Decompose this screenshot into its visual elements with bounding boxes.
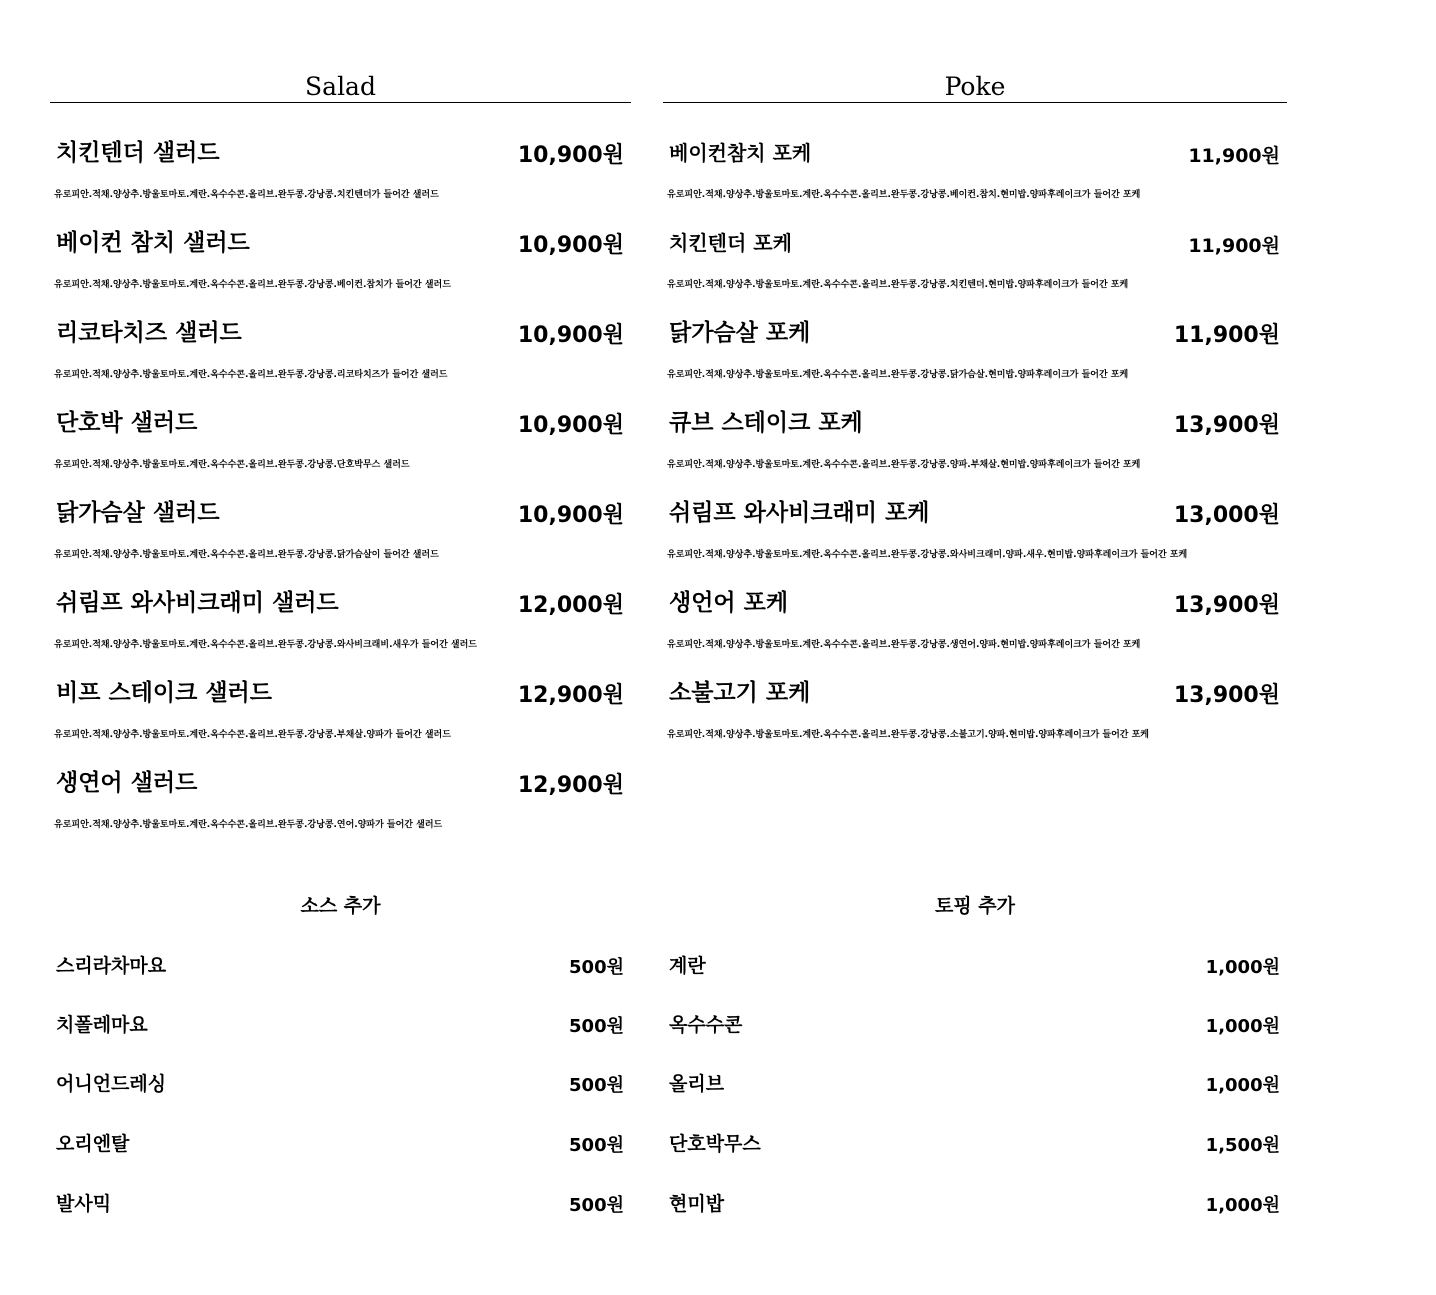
- menu-item: [50, 768, 631, 858]
- sauce-row: [50, 1130, 631, 1160]
- extra-name: 현미밥: [669, 1193, 725, 1215]
- topping-row: [663, 1070, 1287, 1100]
- extra-name: 오리엔탈: [56, 1133, 130, 1155]
- item-price: 11,900원: [1188, 235, 1280, 257]
- extra-name: 어니언드레싱: [56, 1073, 167, 1095]
- item-description: 유로피안.적채.양상추.방울토마토.계란.옥수수콘.올리브.완두콩.강낭콩.와사비크래미.양파.새우.현미밥.양파후레이크가 들어간 포케: [667, 550, 1188, 560]
- extra-price: 1,000원: [1205, 1016, 1280, 1037]
- item-price: 13,900원: [1173, 413, 1280, 438]
- item-name: 치킨텐더 포케: [669, 231, 792, 255]
- item-price: 10,900원: [517, 413, 624, 438]
- menu-item: [50, 588, 631, 678]
- item-name: 닭가슴살 포케: [669, 320, 811, 346]
- menu-item: [663, 138, 1287, 228]
- item-name: 베이컨참치 포케: [669, 141, 812, 165]
- item-name: 쉬림프 와사비크래미 포케: [669, 500, 930, 526]
- item-name: 베이컨 참치 샐러드: [56, 230, 250, 256]
- extra-name: 올리브: [669, 1073, 725, 1095]
- extra-price: 500원: [569, 1016, 624, 1037]
- menu-item: [50, 228, 631, 318]
- item-price: 11,900원: [1173, 323, 1280, 348]
- item-name: 치킨텐더 샐러드: [56, 140, 220, 166]
- menu-item: [50, 678, 631, 768]
- item-name: 소불고기 포케: [669, 680, 811, 706]
- topping-row: [663, 952, 1287, 982]
- extra-name: 스리라차마요: [56, 955, 167, 977]
- item-name: 생언어 포케: [669, 590, 789, 616]
- item-price: 10,900원: [517, 323, 624, 348]
- item-description: 유로피안.적채.양상추.방울토마토.계란.옥수수콘.올리브.완두콩.강낭콩.와사비크래비.새우가 들어간 샐러드: [54, 640, 477, 650]
- item-price: 11,900원: [1188, 145, 1280, 167]
- item-name: 리코타치즈 샐러드: [56, 320, 242, 346]
- sauce-row: [50, 1190, 631, 1220]
- item-description: 유로피안.적채.양상추.방울토마토.계란.옥수수콘.올리브.완두콩.강낭콩.치킨텐더.현미밥.양파후레이크가 들어간 포케: [667, 280, 1129, 290]
- extra-name: 치폴레마요: [56, 1014, 148, 1036]
- item-description: 유로피안.적채.양상추.방울토마토.계란.옥수수콘.올리브.완두콩.강낭콩.연어.양파가 들어간 샐러드: [54, 820, 443, 830]
- sauce-section-title: 소스 추가: [300, 895, 381, 917]
- item-price: 12,900원: [517, 683, 624, 708]
- extra-price: 1,000원: [1205, 957, 1280, 978]
- item-description: 유로피안.적채.양상추.방울토마토.계란.옥수수콘.올리브.완두콩.강낭콩.리코타치즈가 들어간 샐러드: [54, 370, 448, 380]
- menu-item: [50, 138, 631, 228]
- item-price: 13,900원: [1173, 683, 1280, 708]
- item-description: 유로피안.적채.양상추.방울토마토.계란.옥수수콘.올리브.완두콩.강낭콩.닭가슴살이 들어간 샐러드: [54, 550, 439, 560]
- menu-item: [663, 588, 1287, 678]
- item-description: 유로피안.적채.양상추.방울토마토.계란.옥수수콘.올리브.완두콩.강낭콩.양파.부채살.현미밥.양파후레이크가 들어간 포케: [667, 460, 1141, 470]
- extra-price: 500원: [569, 1195, 624, 1216]
- item-price: 10,900원: [517, 143, 624, 168]
- item-price: 10,900원: [517, 233, 624, 258]
- menu-item: [50, 498, 631, 588]
- topping-row: [663, 1190, 1287, 1220]
- menu-item: [663, 228, 1287, 318]
- item-description: 유로피안.적채.양상추.방울토마토.계란.옥수수콘.올리브.완두콩.강낭콩.생연어.양파.현미밥.양파후레이크가 들어간 포케: [667, 640, 1141, 650]
- item-price: 13,000원: [1173, 503, 1280, 528]
- extra-price: 500원: [569, 1135, 624, 1156]
- item-description: 유로피안.적채.양상추.방울토마토.계란.옥수수콘.올리브.완두콩.강낭콩.소불고기.양파.현미밥.양파후레이크가 들어간 포케: [667, 730, 1149, 740]
- poke-section-title: Poke: [663, 70, 1287, 103]
- menu-item: [50, 408, 631, 498]
- topping-section-title: 토핑 추가: [934, 895, 1016, 917]
- extra-price: 1,500원: [1205, 1135, 1280, 1156]
- sauce-row: [50, 1070, 631, 1100]
- extra-price: 1,000원: [1205, 1195, 1280, 1216]
- extra-price: 500원: [569, 1075, 624, 1096]
- item-name: 비프 스테이크 샐러드: [56, 680, 272, 706]
- item-price: 10,900원: [517, 503, 624, 528]
- extra-price: 500원: [569, 957, 624, 978]
- extra-name: 단호박무스: [669, 1133, 761, 1155]
- extra-name: 계란: [669, 955, 706, 977]
- item-description: 유로피안.적채.양상추.방울토마토.계란.옥수수콘.올리브.완두콩.강낭콩.치킨텐더가 들어간 샐러드: [54, 190, 439, 200]
- item-description: 유로피안.적채.양상추.방울토마토.계란.옥수수콘.올리브.완두콩.강낭콩.부채살.양파가 들어간 샐러드: [54, 730, 451, 740]
- extra-name: 옥수수콘: [669, 1014, 743, 1036]
- salad-section-title: Salad: [50, 70, 631, 103]
- menu-item: [663, 498, 1287, 588]
- item-name: 쉬림프 와사비크래미 샐러드: [56, 590, 339, 616]
- menu-item: [663, 318, 1287, 408]
- item-description: 유로피안.적채.양상추.방울토마토.계란.옥수수콘.올리브.완두콩.강낭콩.닭가슴살.현미밥.양파후레이크가 들어간 포케: [667, 370, 1129, 380]
- item-price: 13,900원: [1173, 593, 1280, 618]
- item-description: 유로피안.적채.양상추.방울토마토.계란.옥수수콘.올리브.완두콩.강낭콩.베이컨.참치.현미밥.양파후레이크가 들어간 포케: [667, 190, 1141, 200]
- item-name: 단호박 샐러드: [56, 410, 198, 436]
- menu-item: [663, 678, 1287, 768]
- item-name: 닭가슴살 샐러드: [56, 500, 220, 526]
- sauce-row: [50, 952, 631, 982]
- item-price: 12,900원: [517, 773, 624, 798]
- topping-row: [663, 1011, 1287, 1041]
- item-price: 12,000원: [517, 593, 624, 618]
- item-name: 큐브 스테이크 포케: [669, 410, 863, 436]
- item-description: 유로피안.적채.양상추.방울토마토.계란.옥수수콘.올리브.완두콩.강낭콩.베이컨.참치가 들어간 샐러드: [54, 280, 451, 290]
- item-name: 생연어 샐러드: [56, 770, 198, 796]
- extra-name: 발사믹: [56, 1193, 112, 1215]
- sauce-row: [50, 1011, 631, 1041]
- topping-row: [663, 1130, 1287, 1160]
- menu-item: [663, 408, 1287, 498]
- extra-price: 1,000원: [1205, 1075, 1280, 1096]
- menu-item: [50, 318, 631, 408]
- item-description: 유로피안.적채.양상추.방울토마토.계란.옥수수콘.올리브.완두콩.강낭콩.단호박무스 샐러드: [54, 460, 410, 470]
